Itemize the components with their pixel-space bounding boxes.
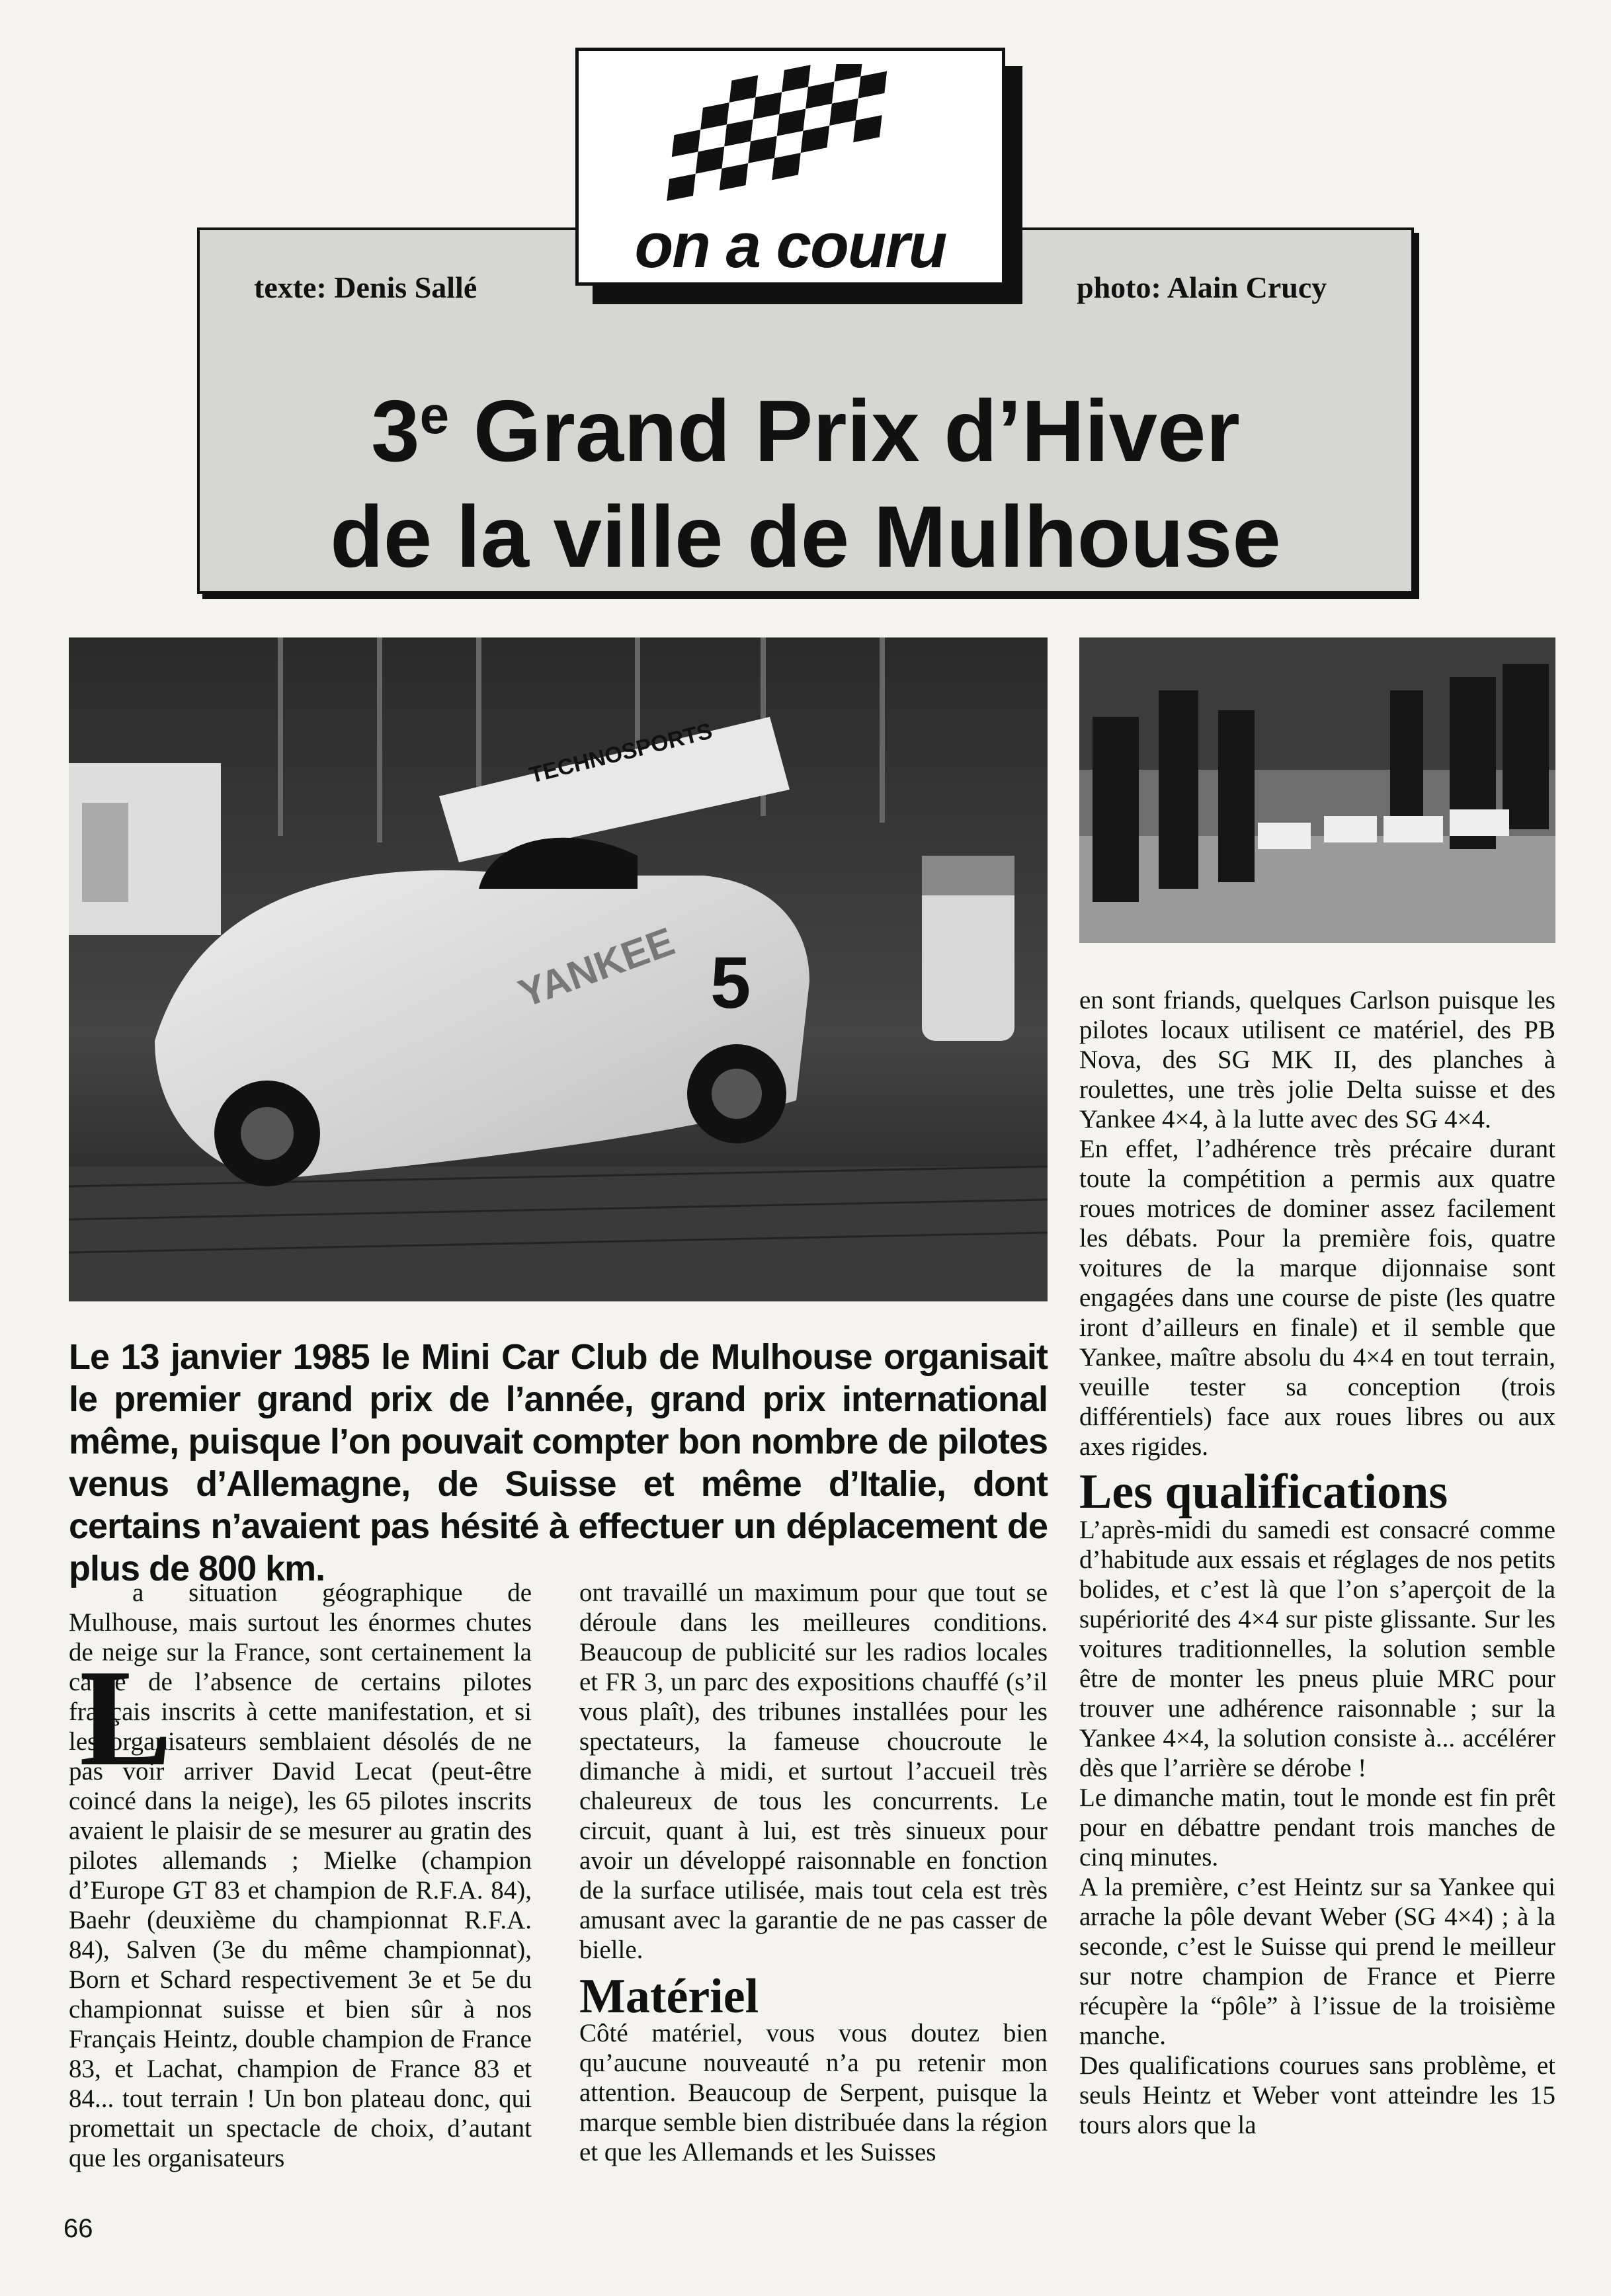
paragraph-materiel-cont: en sont friands, quelques Carlson puisque les pilotes locaux utilisent ce matériel, des PB Nova, des SG MK II, des planches à roulettes, une très jolie Delta suisse et des Yankee 4×4, à la lutte avec des SG 4×4. xyxy=(1079,986,1555,1133)
page-number: 66 xyxy=(63,2214,93,2243)
track-grid-image xyxy=(1079,637,1555,943)
column-1 xyxy=(69,1578,532,2173)
title-number: 3 xyxy=(371,382,420,479)
credit-photo: photo: Alain Crucy xyxy=(1077,270,1327,304)
logo-text: on a couru xyxy=(634,210,946,281)
heading-materiel: Matériel xyxy=(579,1969,759,2024)
photo-race-car xyxy=(69,637,1048,1301)
paragraph-dimanche: Le dimanche matin, tout le monde est fin prêt pour en débattre pendant trois manches de cinq minutes. xyxy=(1079,1784,1555,1871)
car-decal: YANKEE xyxy=(513,919,681,1016)
article-lead: Le 13 janvier 1985 le Mini Car Club de Mulhouse organisait le premier grand prix de l’année, grand prix international même, puisque l’on pouvait compter bon nombre de pilotes venus d’Allemagne, de Suisse et même d’Italie, dont certains n’avaient pas hésité à effectuer un déplacement de plus de 800 km. xyxy=(69,1337,1048,1588)
paragraph-organisation: ont travaillé un maximum pour que tout se déroule dans les meilleures conditions. Beaucoup de publicité sur les radios locales et FR 3, un parc des expositions chauffé (s’il vous plaît), des tribunes installées pour les spectateurs, la fameuse choucroute le dimanche à midi, et surtout l’accueil très chaleureux de tous les concurrents. Le circuit, quant à lui, est très sinueux pour avoir un développé raisonnable en fonction de la surface utilisée, mais tout cela est très amusant avec la garantie de ne pas casser de bielle. xyxy=(579,1578,1048,1964)
column-2 xyxy=(579,1578,1048,2167)
article-title xyxy=(197,362,1414,590)
drop-cap: L xyxy=(79,1641,173,1795)
paragraph-premiere: A la première, c’est Heintz sur sa Yankee qui arrache la pôle devant Weber (SG 4×4) ; à la seconde, c’est le Suisse qui prend le meilleur sur notre champion de France et Pierre récupère la “pôle” à l’issue de la troisième manche. xyxy=(1079,1873,1555,2050)
checkered-flag-icon xyxy=(651,64,929,216)
paragraph-adherence: En effet, l’adhérence très précaire durant toute la compétition a permis aux quatre roues motrices de dominer assez facilement les débats. Pour la première fois, quatre voitures de la marque dijonnaise sont engagées dans une course de piste (les quatre iront d’ailleurs en finale) et il semble que Yankee, maître absolu du 4×4 en tout terrain, veuille tester sa conception (trois différentiels) face aux roues libres ou aux axes rigides. xyxy=(1079,1135,1555,1461)
photo-track-grid xyxy=(1079,637,1555,943)
paragraph-samedi: L’après-midi du samedi est consacré comme d’habitude aux essais et réglages de nos petits bolides, et c’est là que l’on s’aperçoit de la supériorité des 4×4 sur piste glissante. Sur les voitures traditionnelles, la solution semble être de monter les pneus pluie MRC pour trouver une adhérence raisonnable ; sur la Yankee 4×4, la solution consiste à... accélérer dès que l’arrière se dérobe ! xyxy=(1079,1516,1555,1782)
heading-qualifications: Les qualifications xyxy=(1079,1465,1448,1519)
column-3 xyxy=(1079,985,1555,2140)
car-number: 5 xyxy=(710,942,751,1024)
paragraph-qualif-end: Des qualifications courues sans problème, et seuls Heintz et Weber vont atteindre les 15 tours alors que la xyxy=(1079,2051,1555,2139)
credit-text: texte: Denis Sallé xyxy=(254,270,477,304)
title-line1: Grand Prix d’Hiver xyxy=(449,382,1240,479)
title-superscript: e xyxy=(419,386,450,444)
paragraph-intro: a situation géographique de Mulhouse, mais surtout les énormes chutes de neige sur la France, sont certainement la cause de l’absence de certains pilotes français inscrits à cette manifestation, et si les organisateurs semblaient désolés de ne pas voir arriver David Lecat (peut-être coincé dans la neige), les 65 pilotes inscrits avaient le plaisir de se mesurer au gratin des pilotes allemands ; Mielke (champion d’Europe GT 83 et champion de R.F.A. 84), Baehr (deuxième du championnat R.F.A. 84), Salven (3e du même championnat), Born et Schard respectivement 3e et 5e du championnat suisse et bien sûr à nos Français Heintz, double champion de France 83, et Lachat, champion de France 83 et 84... tout terrain ! Un bon plateau donc, qui promettait un spectacle de choix, d’autant que les organisateurs xyxy=(69,1578,532,2172)
section-logo xyxy=(575,48,1005,286)
title-line2: de la ville de Mulhouse xyxy=(330,488,1281,585)
paragraph-materiel: Côté matériel, vous vous doutez bien qu’aucune nouveauté n’a pu retenir mon attention. Beaucoup de Serpent, puisque la marque semble bien distribuée dans la région et que les Allemands et les Suisses xyxy=(579,2019,1048,2166)
wing-decal: TECHNOSPORTS xyxy=(526,718,715,788)
race-car-image xyxy=(69,637,1048,1301)
